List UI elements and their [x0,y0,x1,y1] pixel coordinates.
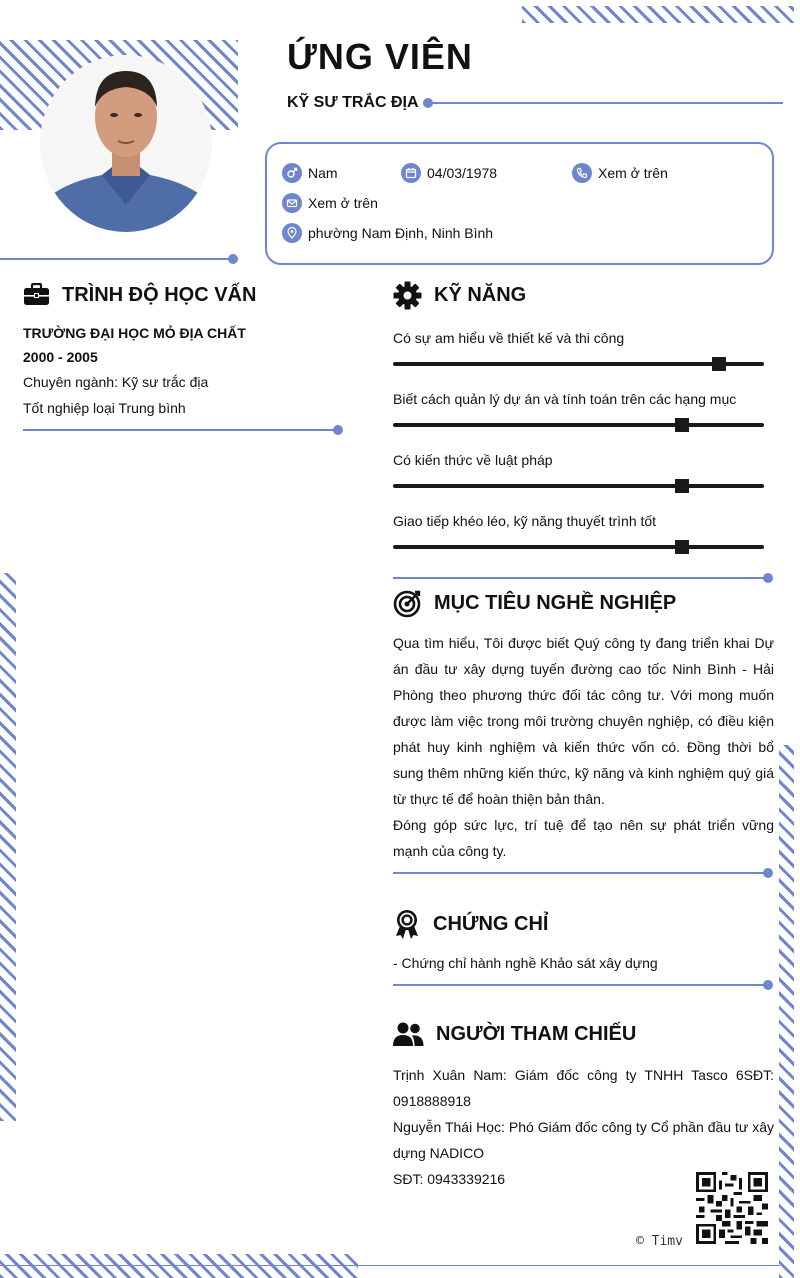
education-divider-dot [333,425,343,435]
skill-label: Có kiến thức về luật pháp [393,452,553,468]
avatar [40,55,212,232]
email-item [282,193,378,213]
gender-icon [282,163,302,183]
skills-title: KỸ NĂNG [434,284,527,306]
deco-stripes-right-side [779,745,794,1278]
objective-paragraph-2: Đóng góp sức lực, trí tuệ để tạo nên sự phát triển vững mạnh của công ty. [393,817,774,859]
certificates-divider-dot [763,980,773,990]
references-heading [393,1022,636,1047]
education-years: 2000 - 2005 [23,349,98,365]
phone-item [572,163,668,183]
gear-icon [393,281,422,310]
copyright-text: © Timv [636,1234,683,1249]
skills-divider-dot [763,573,773,583]
job-title: KỸ SƯ TRẮC ĐỊA [287,94,419,111]
birthdate-text: 04/03/1978 [427,165,498,181]
candidate-name: ỨNG VIÊN [287,36,473,77]
references-title: NGƯỜI THAM CHIẾU [436,1023,637,1045]
briefcase-icon [23,283,50,307]
education-major: Chuyên ngành: Kỹ sư trắc địa [23,374,209,390]
certificates-title: CHỨNG CHỈ [433,913,549,935]
target-icon [393,589,422,618]
objective-heading [393,589,676,618]
skill-bar [393,545,764,549]
phone-icon [572,163,592,183]
education-heading [23,283,256,307]
deco-stripes-top-right [522,6,794,23]
skill-bar [393,362,764,366]
bottom-rule [0,1265,780,1266]
skill-bar [393,484,764,488]
reference-3-phone: SĐT: 0943339216 [393,1171,506,1187]
objective-title: MỤC TIÊU NGHỀ NGHIỆP [434,592,677,614]
deco-stripes-left-side [0,573,16,1121]
portrait-photo [40,55,212,232]
email-icon [282,193,302,213]
education-school: TRƯỜNG ĐẠI HỌC MỎ ĐỊA CHẤT [23,325,246,341]
gender-text: Nam [308,165,338,181]
skills-heading [393,281,526,310]
address-item [282,223,493,243]
objective-divider [393,872,765,874]
location-pin-icon [282,223,302,243]
skill-label: Biết cách quản lý dự án và tính toán trên các hạng mục [393,391,737,407]
skill-level-marker [675,418,689,432]
education-divider [23,429,338,431]
certificates-divider [393,984,765,986]
email-text: Xem ở trên [308,195,378,211]
objective-paragraph-1: Qua tìm hiểu, Tôi được biết Quý công ty đang triển khai Dự án đầu tư xây dựng tuyến đường cao tốc Ninh Bình - Hải Phòng theo phương thức đối tác công tư. Với mong muốn được làm việc trong môi trường chuyên nghiệp, có điều kiện phát huy kinh nghiệm và kiến thức vốn có. Đồng thời bổ sung thêm những kiến thức, kỹ năng và kinh nghiệm quý giá từ thực tế để hoàn thiện bản thân. [393,635,774,807]
title-line [428,102,783,104]
deco-stripes-bottom [0,1254,358,1278]
skill-level-marker [675,479,689,493]
users-icon [393,1022,424,1047]
skill-level-marker [712,357,726,371]
skill-label: Có sự am hiểu về thiết kế và thi công [393,330,625,346]
address-text: phường Nam Định, Ninh Bình [308,225,494,241]
photo-underline [0,258,232,260]
birthdate-item [401,163,497,183]
education-grade: Tốt nghiệp loại Trung bình [23,400,186,416]
certificates-heading [393,909,548,940]
skills-divider [393,577,765,579]
skill-label: Giao tiếp khéo léo, kỹ năng thuyết trình tốt [393,513,657,529]
gender-item [282,163,338,183]
award-ribbon-icon [393,909,421,940]
photo-underline-dot [228,254,238,264]
reference-1: Trịnh Xuân Nam: Giám đốc công ty TNHH Tasco 6SĐT: 0918888918 [393,1067,774,1109]
certificate-item: - Chứng chỉ hành nghề Khảo sát xây dựng [393,955,658,971]
qr-code-icon [696,1172,768,1244]
calendar-icon [401,163,421,183]
education-title: TRÌNH ĐỘ HỌC VẤN [62,283,257,306]
skill-bar [393,423,764,427]
reference-2: Nguyễn Thái Học: Phó Giám đốc công ty Cổ phần đầu tư xây dựng NADICO [393,1119,774,1161]
objective-divider-dot [763,868,773,878]
skill-level-marker [675,540,689,554]
phone-text: Xem ở trên [598,165,668,181]
